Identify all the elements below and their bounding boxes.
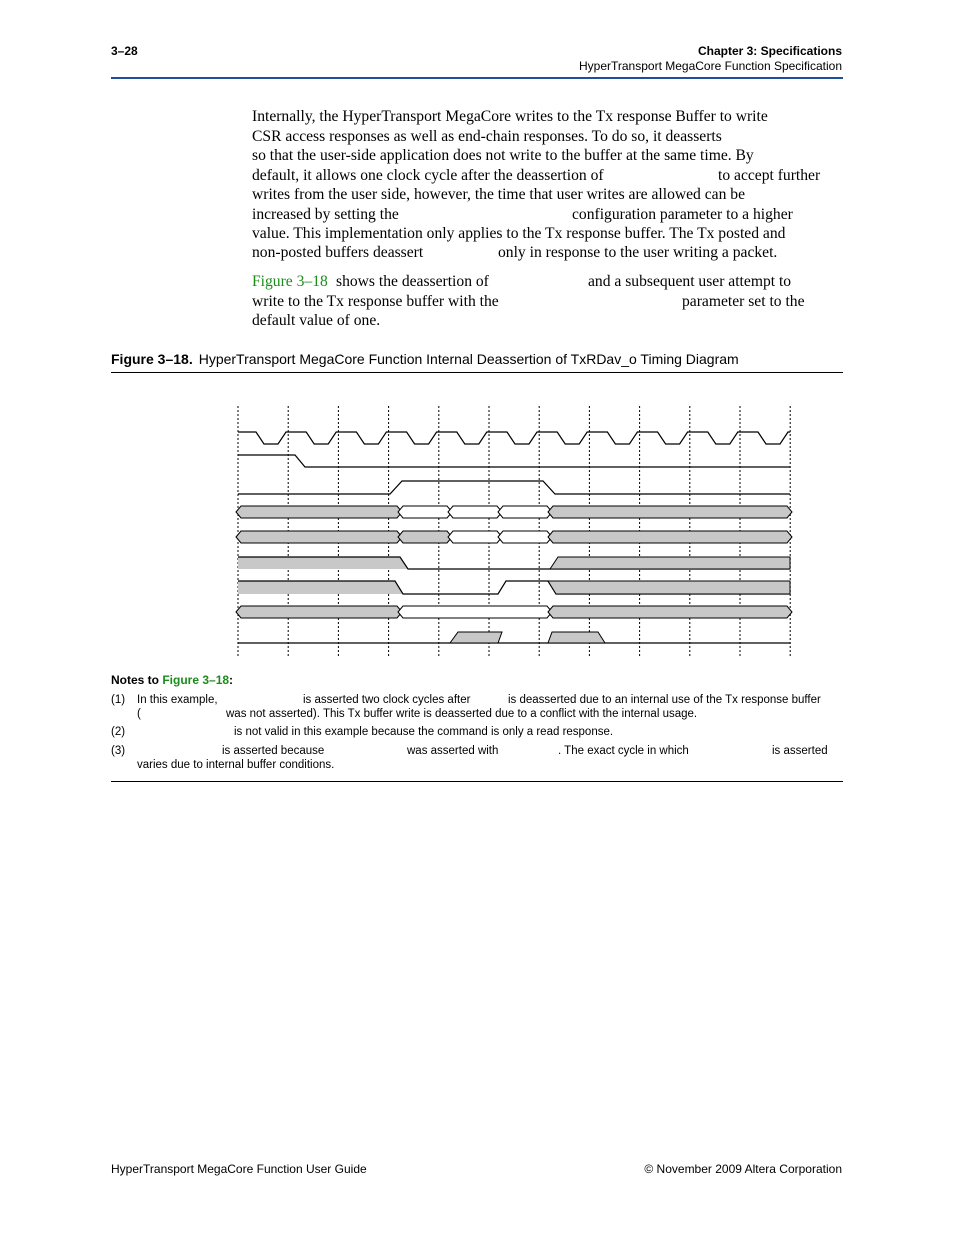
bus-segment xyxy=(498,531,552,543)
para1-line-4b: to accept further xyxy=(718,167,821,184)
shaded-region xyxy=(548,581,790,594)
para1-line-3: so that the user-side application does not write to the buffer at the same time. By xyxy=(252,147,754,164)
shaded-region xyxy=(238,557,408,569)
para2-line-1a: shows the deassertion of xyxy=(336,273,489,290)
note-1-text-e: was not asserted). This Tx buffer write is deasserted due to a conflict with the internal usage. xyxy=(226,708,698,720)
bus-segment xyxy=(448,531,502,543)
figure-link[interactable]: Figure 3–18 xyxy=(252,273,328,290)
note-1-text-a: In this example, xyxy=(137,694,218,706)
notes-figure-link[interactable]: Figure 3–18 xyxy=(162,673,230,687)
bus-segment xyxy=(398,531,452,543)
bus-segment xyxy=(236,531,402,543)
bus-segment xyxy=(398,606,552,618)
header-rule xyxy=(111,77,843,79)
bus-segment xyxy=(498,506,552,518)
para2-line-2b: parameter set to the xyxy=(682,293,805,310)
para1-line-4a: default, it allows one clock cycle after the deassertion of xyxy=(252,167,604,184)
para1-line-8b: only in response to the user writing a packet. xyxy=(498,244,778,261)
note-3-text-c: . The exact cycle in which xyxy=(558,745,689,757)
section-title: HyperTransport MegaCore Function Specification xyxy=(578,59,842,73)
notes-title: Notes to Figure 3–18: xyxy=(111,673,234,687)
shaded-region xyxy=(238,581,403,594)
signal-6-waveform xyxy=(238,557,790,569)
note-1-text-b: is asserted two clock cycles after xyxy=(303,694,471,706)
bus-segment xyxy=(548,606,792,618)
note-1-text-c: is deasserted due to an internal use of the Tx response buffer xyxy=(508,694,821,706)
signal-8-bus xyxy=(236,606,792,618)
note-3-number: (3) xyxy=(111,745,126,757)
signal-9-waveform xyxy=(238,632,790,643)
figure-title: HyperTransport MegaCore Function Internal Deassertion of TxRDav_o Timing Diagram xyxy=(198,351,739,367)
note-3-text-d: is asserted xyxy=(772,745,828,757)
note-1-text-d: ( xyxy=(137,708,141,720)
signal-7-waveform xyxy=(238,581,790,594)
note-2-number: (2) xyxy=(111,726,126,738)
para2-line-1b: and a subsequent user attempt to xyxy=(588,273,792,290)
figure-rule xyxy=(111,372,843,373)
para1-line-6a: increased by setting the xyxy=(252,206,399,223)
shaded-region xyxy=(550,557,790,569)
note-3-text-e: varies due to internal buffer conditions. xyxy=(137,759,335,771)
timing-diagram xyxy=(230,400,800,662)
note-3-text-a: is asserted because xyxy=(222,745,325,757)
bus-segment xyxy=(448,506,502,518)
note-3-text-b: was asserted with xyxy=(407,745,499,757)
para1-line-5: writes from the user side, however, the time that user writes are allowed can be xyxy=(252,186,745,203)
note-1-number: (1) xyxy=(111,694,126,706)
bus-segment xyxy=(236,506,402,518)
figure-label: Figure 3–18. xyxy=(111,351,193,367)
signal-4-bus xyxy=(236,506,792,518)
clock-waveform xyxy=(238,432,790,444)
signal-2-waveform xyxy=(238,455,790,467)
para1-line-7: value. This implementation only applies to the Tx response buffer. The Tx posted and xyxy=(252,225,786,242)
para1-line-1: Internally, the HyperTransport MegaCore writes to the Tx response Buffer to write xyxy=(252,108,768,125)
signal-5-bus xyxy=(236,531,792,543)
para1-line-2: CSR access responses as well as end-chain responses. To do so, it deasserts xyxy=(252,128,722,145)
para1-line-8a: non-posted buffers deassert xyxy=(252,244,424,261)
para1-line-6b: configuration parameter to a higher xyxy=(572,206,793,223)
notes-rule xyxy=(111,781,843,782)
waveforms xyxy=(236,432,792,643)
page-number: 3–28 xyxy=(111,44,138,58)
bus-segment xyxy=(236,606,402,618)
note-2-text-a: is not valid in this example because the command is only a read response. xyxy=(234,726,614,738)
bus-segment xyxy=(398,506,452,518)
pulse xyxy=(450,632,502,643)
pulse xyxy=(548,632,605,643)
footer-guide-title: HyperTransport MegaCore Function User Guide xyxy=(111,1162,367,1176)
para2-line-3: default value of one. xyxy=(252,312,381,329)
chapter-title: Chapter 3: Specifications xyxy=(697,44,842,58)
signal-3-waveform xyxy=(238,481,790,494)
bus-segment xyxy=(548,531,792,543)
figure-caption xyxy=(111,351,739,367)
para2-line-2a: write to the Tx response buffer with the xyxy=(252,293,499,310)
footer-copyright: © November 2009 Altera Corporation xyxy=(644,1162,842,1176)
bus-segment xyxy=(548,506,792,518)
